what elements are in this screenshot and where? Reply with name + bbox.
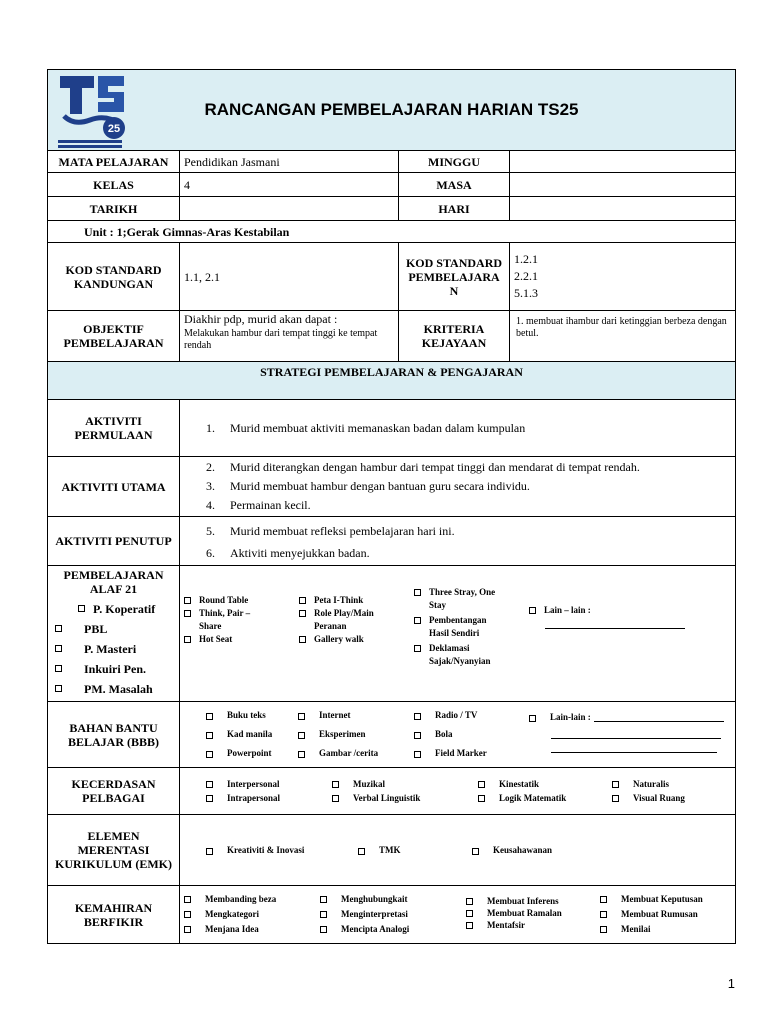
pa21-option[interactable]: Hot Seat: [184, 633, 299, 646]
checkbox-icon: [184, 926, 191, 933]
permulaan-cell: [180, 400, 736, 457]
checkbox-icon: [184, 610, 191, 617]
kecerdasan-option[interactable]: Visual Ruang: [612, 791, 722, 805]
hari-value: [510, 197, 736, 221]
mata-pelajaran-label: MATA PELAJARAN: [48, 151, 180, 173]
kriteria-label: KRITERIA KEJAYAAN: [399, 311, 510, 362]
utama-label: AKTIVITI UTAMA: [48, 457, 180, 517]
checkbox-icon: [206, 795, 213, 802]
checkbox-icon: [55, 645, 62, 652]
bbb-option[interactable]: Kad manila: [206, 725, 298, 744]
list-item: 5. Murid membuat refleksi pembelajaran hari ini.: [206, 524, 455, 538]
kecerdasan-option[interactable]: Muzikal: [332, 777, 478, 791]
pa21-option[interactable]: Round Table: [184, 594, 299, 607]
kecerdasan-option[interactable]: Interpersonal: [206, 777, 332, 791]
kod-pembelajaran-item: 5.1.3: [514, 286, 538, 300]
checkbox-icon: [320, 896, 327, 903]
checkbox-icon: [529, 715, 536, 722]
permulaan-list: [204, 419, 731, 438]
header-row: [48, 70, 736, 151]
checkbox-icon: [184, 636, 191, 643]
kecerdasan-options-cell: [180, 768, 736, 815]
list-item: 1. Murid membuat aktiviti memanaskan badan dalam kumpulan: [206, 420, 526, 435]
checkbox-icon: [529, 607, 536, 614]
unit-title: Unit : 1;Gerak Gimnas-Aras Kestabilan: [48, 221, 736, 243]
checkbox-icon: [414, 713, 421, 720]
pa21-option[interactable]: Peta I-Think: [299, 594, 414, 607]
checkbox-icon: [78, 605, 85, 612]
kecerdasan-option[interactable]: Logik Matematik: [478, 791, 612, 805]
kod-kandungan-label: KOD STANDARD KANDUNGAN: [48, 243, 180, 311]
bbb-option[interactable]: Buku teks: [206, 706, 298, 725]
lain-line[interactable]: [551, 739, 717, 753]
emk-label: ELEMEN MERENTASI KURIKULUM (EMK): [48, 815, 180, 886]
checkbox-icon: [414, 617, 421, 624]
bbb-options-cell: [180, 702, 736, 768]
minggu-label: MINGGU: [399, 151, 510, 173]
masa-label: MASA: [399, 173, 510, 197]
penutup-label: AKTIVITI PENUTUP: [48, 517, 180, 566]
kecerdasan-option[interactable]: Kinestatik: [478, 777, 612, 791]
pa21-option[interactable]: Three Stray, One Stay: [414, 586, 529, 612]
emk-option[interactable]: TMK: [358, 844, 472, 857]
kemahiran-option[interactable]: Mengkategori: [184, 907, 320, 922]
list-item: 2. Murid diterangkan dengan hambur dari tempat tinggi dan mendarat di tempat rendah.: [206, 460, 640, 474]
checkbox-icon: [414, 589, 421, 596]
kemahiran-option[interactable]: Mentafsir: [466, 919, 600, 931]
checkbox-icon: [55, 685, 62, 692]
pa21-option[interactable]: P. Koperatif: [50, 599, 177, 619]
lain-line[interactable]: [545, 617, 685, 629]
checkbox-icon: [298, 732, 305, 739]
checkbox-icon: [184, 896, 191, 903]
checkbox-icon: [206, 848, 213, 855]
checkbox-icon: [466, 922, 473, 929]
kemahiran-label: KEMAHIRAN BERFIKIR: [48, 886, 180, 944]
kemahiran-option[interactable]: Menjana Idea: [184, 922, 320, 937]
bbb-label: BAHAN BANTU BELAJAR (BBB): [48, 702, 180, 768]
checkbox-icon: [332, 795, 339, 802]
objektif-intro: Diakhir pdp, murid akan dapat :: [184, 312, 338, 326]
pa21-option[interactable]: Role Play/Main Peranan: [299, 607, 414, 633]
checkbox-icon: [184, 911, 191, 918]
kemahiran-option[interactable]: Menghubungkait: [320, 892, 466, 907]
checkbox-icon: [206, 713, 213, 720]
kriteria-text: 1. membuat ihambur dari ketinggian berbeza dengan betul.: [510, 311, 736, 362]
checkbox-icon: [358, 848, 365, 855]
minggu-value: [510, 151, 736, 173]
bbb-option[interactable]: Field Marker: [414, 744, 529, 763]
pa21-option[interactable]: Deklamasi Sajak/Nyanyian: [414, 642, 529, 668]
pa21-label-cell: [48, 566, 180, 702]
objektif-cell: [180, 311, 399, 362]
checkbox-icon: [55, 665, 62, 672]
checkbox-icon: [299, 610, 306, 617]
checkbox-icon: [299, 636, 306, 643]
penutup-list: [204, 519, 731, 563]
checkbox-icon: [600, 911, 607, 918]
objektif-text: Melakukan hambur dari tempat tinggi ke tempat rendah: [184, 328, 378, 351]
checkbox-icon: [414, 751, 421, 758]
list-item: 4. Permainan kecil.: [206, 498, 311, 512]
pa21-option[interactable]: Inkuiri Pen.: [50, 659, 177, 679]
pa21-option[interactable]: PM. Masalah: [50, 679, 177, 699]
utama-list: [204, 458, 731, 515]
checkbox-icon: [184, 597, 191, 604]
checkbox-icon: [332, 781, 339, 788]
checkbox-icon: [320, 911, 327, 918]
checkbox-icon: [299, 597, 306, 604]
kelas-value: 4: [180, 173, 399, 197]
checkbox-icon: [612, 795, 619, 802]
kemahiran-option[interactable]: Membuat Inferens: [466, 895, 600, 907]
lesson-plan-form: [47, 69, 735, 944]
penutup-cell: [180, 517, 736, 566]
checkbox-icon: [414, 732, 421, 739]
pa21-options: [50, 599, 177, 699]
hari-label: HARI: [399, 197, 510, 221]
mata-pelajaran-value: Pendidikan Jasmani: [180, 151, 399, 173]
emk-options-cell: [180, 815, 736, 886]
checkbox-icon: [320, 926, 327, 933]
pa21-option[interactable]: Think, Pair – Share: [184, 607, 299, 633]
kemahiran-options-cell: [180, 886, 736, 944]
checkbox-icon: [206, 732, 213, 739]
kecerdasan-option[interactable]: Naturalis: [612, 777, 722, 791]
emk-option[interactable]: Kreativiti & Inovasi: [206, 844, 358, 857]
utama-cell: [180, 457, 736, 517]
pa21-option[interactable]: P. Masteri: [50, 639, 177, 659]
kod-pembelajaran-label: KOD STANDARD PEMBELAJARA N: [399, 243, 510, 311]
kelas-label: KELAS: [48, 173, 180, 197]
kecerdasan-option[interactable]: Verbal Linguistik: [332, 791, 478, 805]
kod-pembelajaran-list: [510, 243, 736, 311]
kecerdasan-label: KECERDASAN PELBAGAI: [48, 768, 180, 815]
kemahiran-option[interactable]: Menilai: [600, 922, 726, 937]
checkbox-icon: [206, 781, 213, 788]
checkbox-icon: [206, 751, 213, 758]
bbb-option[interactable]: Powerpoint: [206, 744, 298, 763]
pa21-option[interactable]: Pembentangan Hasil Sendiri: [414, 614, 529, 640]
kemahiran-option[interactable]: Membuat Rumusan: [600, 907, 726, 922]
masa-value: [510, 173, 736, 197]
kod-pembelajaran-item: 2.2.1: [514, 269, 538, 283]
checkbox-icon: [612, 781, 619, 788]
pa21-lain-option[interactable]: Lain – lain :: [529, 604, 704, 617]
checkbox-icon: [472, 848, 479, 855]
checkbox-icon: [466, 898, 473, 905]
checkbox-icon: [414, 645, 421, 652]
bbb-option[interactable]: Radio / TV: [414, 706, 529, 725]
pa21-option[interactable]: PBL: [50, 619, 177, 639]
bbb-option[interactable]: Eksperimen: [298, 725, 414, 744]
list-item: 6. Aktiviti menyejukkan badan.: [206, 546, 370, 560]
checkbox-icon: [298, 751, 305, 758]
checkbox-icon: [600, 926, 607, 933]
lain-line[interactable]: [594, 709, 724, 722]
kemahiran-option[interactable]: Mencipta Analogi: [320, 922, 466, 937]
bbb-option[interactable]: Gambar /cerita: [298, 744, 414, 763]
svg-text:25: 25: [107, 123, 121, 135]
pa21-option[interactable]: Gallery walk: [299, 633, 414, 646]
permulaan-label: AKTIVITI PERMULAAN: [48, 400, 180, 457]
pa21-label: PEMBELAJARAN ALAF 21: [63, 568, 164, 596]
bbb-lain-option[interactable]: Lain-lain :: [529, 709, 724, 725]
emk-option[interactable]: Keusahawanan: [472, 844, 592, 857]
lain-line[interactable]: [551, 725, 721, 739]
kemahiran-option[interactable]: Membuat Ramalan: [466, 907, 600, 919]
checkbox-icon: [600, 896, 607, 903]
tarikh-label: TARIKH: [48, 197, 180, 221]
list-item: 3. Murid membuat hambur dengan bantuan guru secara individu.: [206, 479, 530, 493]
kemahiran-option[interactable]: Membanding beza: [184, 892, 320, 907]
page-title: RANCANGAN PEMBELAJARAN HARIAN TS25: [204, 100, 579, 119]
kod-pembelajaran-item: 1.2.1: [514, 252, 538, 266]
checkbox-icon: [298, 713, 305, 720]
tarikh-value: [180, 197, 399, 221]
checkbox-icon: [466, 910, 473, 917]
checkbox-icon: [478, 781, 485, 788]
page-number: 1: [727, 976, 735, 991]
checkbox-icon: [55, 625, 62, 632]
kecerdasan-option[interactable]: Intrapersonal: [206, 791, 332, 805]
kemahiran-option[interactable]: Membuat Keputusan: [600, 892, 726, 907]
kemahiran-option[interactable]: Menginterpretasi: [320, 907, 466, 922]
bbb-option[interactable]: Internet: [298, 706, 414, 725]
strategi-heading: STRATEGI PEMBELAJARAN & PENGAJARAN: [48, 362, 736, 400]
checkbox-icon: [478, 795, 485, 802]
pa21-options-cell: [180, 566, 736, 702]
bbb-option[interactable]: Bola: [414, 725, 529, 744]
kod-kandungan-value: 1.1, 2.1: [180, 243, 399, 311]
objektif-label: OBJEKTIF PEMBELAJARAN: [48, 311, 180, 362]
